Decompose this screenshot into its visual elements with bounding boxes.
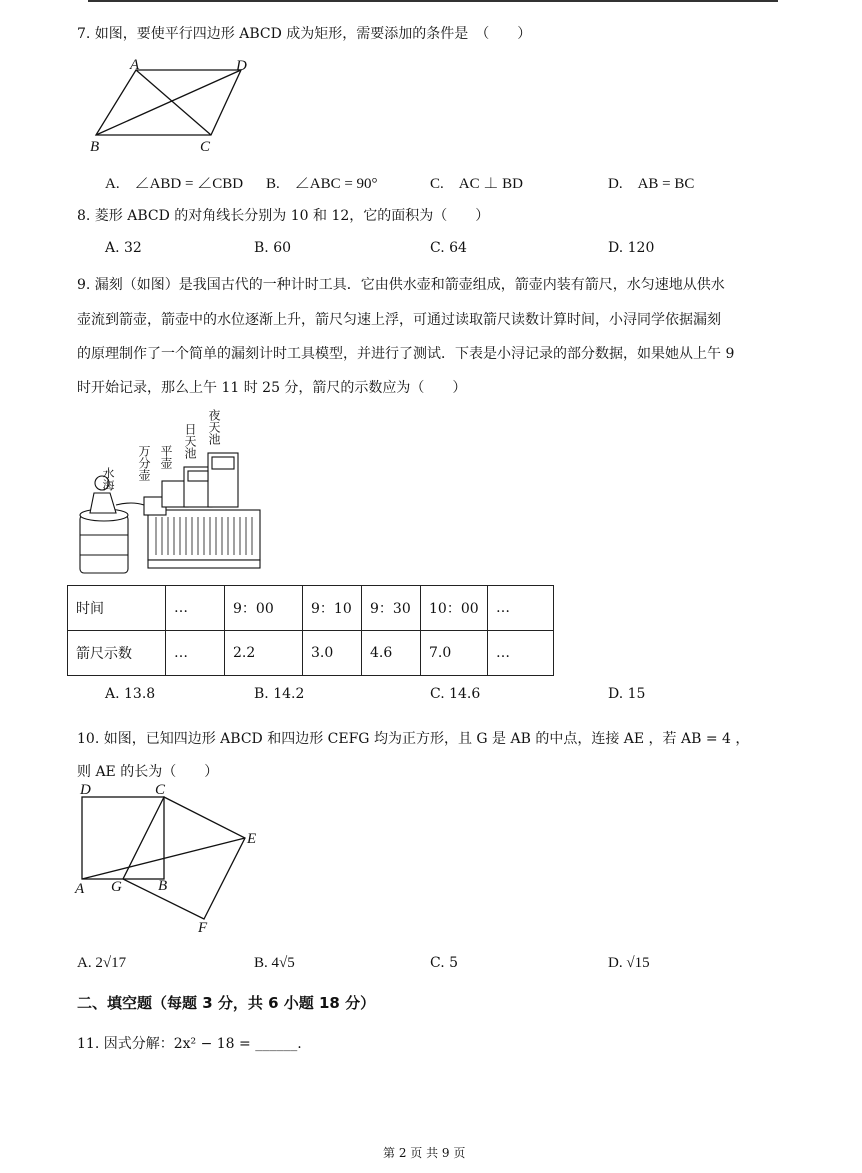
question-7-text: 7. 如图，要使平行四边形 ABCD 成为矩形，需要添加的条件是 （ ）: [77, 26, 532, 42]
q10-label-g: G: [111, 879, 122, 895]
q7-option-c[interactable]: C. AC ⊥ BD: [430, 176, 523, 192]
q10-label-d: D: [80, 782, 91, 798]
table-cell: 时间: [68, 586, 166, 631]
q7-label-d: D: [236, 58, 247, 74]
table-cell: 3.0: [303, 631, 362, 676]
square-abcd: [82, 797, 164, 879]
section-2-title: 二、填空题（每题 3 分，共 6 小题 18 分）: [77, 994, 376, 1012]
q7-option-b[interactable]: B. ∠ABC = 90°: [266, 176, 378, 192]
q10-option-a[interactable]: A. 2√17: [77, 955, 127, 971]
question-10-line-2: 则 AE 的长为（ ）: [77, 764, 219, 780]
q7-diagonal-ac: [136, 70, 211, 135]
water-clock-illustration: [72, 405, 272, 580]
q8-option-b[interactable]: B. 60: [254, 240, 292, 256]
ritianchi-top: [188, 471, 208, 481]
table-cell: …: [166, 586, 225, 631]
q10-label-f: F: [198, 920, 208, 936]
q7-label-c: C: [200, 139, 211, 155]
table-cell: …: [166, 631, 225, 676]
question-8-text: 8. 菱形 ABCD 的对角线长分别为 10 和 12，它的面积为（ ）: [77, 208, 490, 224]
question-9-line-3: 的原理制作了一个简单的漏刻计时工具模型，并进行了测试．下表是小浔记录的部分数据，如果她从上午 9: [77, 346, 735, 362]
q7-option-d[interactable]: D. AB = BC: [608, 176, 695, 192]
label-pinghu: 平壶: [159, 445, 173, 469]
q7-label-b: B: [90, 139, 100, 155]
water-pipe: [116, 503, 144, 505]
q9-option-b[interactable]: B. 14.2: [254, 686, 305, 702]
shuihai-barrel: [80, 515, 128, 573]
q10-option-b[interactable]: B. 4√5: [254, 955, 295, 971]
q10-label-b: B: [158, 878, 168, 894]
table-cell: 4.6: [362, 631, 421, 676]
table-cell: 10：00: [421, 586, 488, 631]
table-cell: 9：30: [362, 586, 421, 631]
table-cell: …: [488, 631, 554, 676]
question-10-line-1: 10. 如图，已知四边形 ABCD 和四边形 CEFG 均为正方形，且 G 是 AB 的中点，连接 AE ，若 AB = 4 ，: [77, 731, 750, 747]
q9-option-d[interactable]: D. 15: [608, 686, 646, 702]
yetianchi-top: [212, 457, 234, 469]
question-9-line-1: 9. 漏刻（如图）是我国古代的一种计时工具．它由供水壶和箭壶组成，箭壶内装有箭尺，水匀速地从供水: [77, 277, 725, 293]
q10-label-a: A: [75, 881, 85, 897]
q10-option-c[interactable]: C. 5: [430, 955, 459, 971]
q7-parallelogram-figure: [84, 55, 264, 155]
table-cell: 箭尺示数: [68, 631, 166, 676]
q8-option-a[interactable]: A. 32: [105, 240, 142, 256]
question-11-text: 11. 因式分解：2x² − 18 = ______.: [77, 1036, 302, 1052]
q10-label-c: C: [155, 782, 166, 798]
q8-option-c[interactable]: C. 64: [430, 240, 467, 256]
base-foot: [148, 560, 260, 568]
q7-label-a: A: [130, 57, 140, 73]
label-ritianchi: 日天池: [183, 423, 197, 459]
page-footer: 第 2 页 共 9 页: [383, 1146, 466, 1160]
page-top-rule: [88, 0, 778, 2]
label-wanfenhu: 万分壶: [137, 445, 151, 481]
label-shuihai: 水海: [101, 467, 115, 491]
q9-option-c[interactable]: C. 14.6: [430, 686, 481, 702]
table-cell: …: [488, 586, 554, 631]
question-9-line-4: 时开始记录，那么上午 11 时 25 分，箭尺的示数应为（ ）: [77, 380, 467, 396]
table-cell: 9：00: [225, 586, 303, 631]
q10-option-d[interactable]: D. √15: [608, 955, 650, 971]
table-cell: 2.2: [225, 631, 303, 676]
square-cefg: [123, 797, 245, 919]
label-yetianchi: 夜天池: [207, 409, 221, 445]
table-row-reading: [68, 631, 554, 676]
table-row-time: [68, 586, 554, 631]
table-cell: 7.0: [421, 631, 488, 676]
q9-option-a[interactable]: A. 13.8: [105, 686, 156, 702]
q9-data-table: [67, 585, 554, 676]
q10-squares-figure: [72, 780, 272, 940]
q7-diagonal-bd: [96, 70, 241, 135]
q7-option-a[interactable]: A. ∠ABD = ∠CBD: [105, 176, 244, 192]
q8-option-d[interactable]: D. 120: [608, 240, 655, 256]
person-body: [90, 493, 116, 513]
question-9-line-2: 壶流到箭壶，箭壶中的水位逐渐上升，箭尺匀速上浮，可通过读取箭尺读数计算时间，小浔同学依据漏刻: [77, 312, 721, 328]
q10-label-e: E: [247, 831, 257, 847]
table-cell: 9：10: [303, 586, 362, 631]
